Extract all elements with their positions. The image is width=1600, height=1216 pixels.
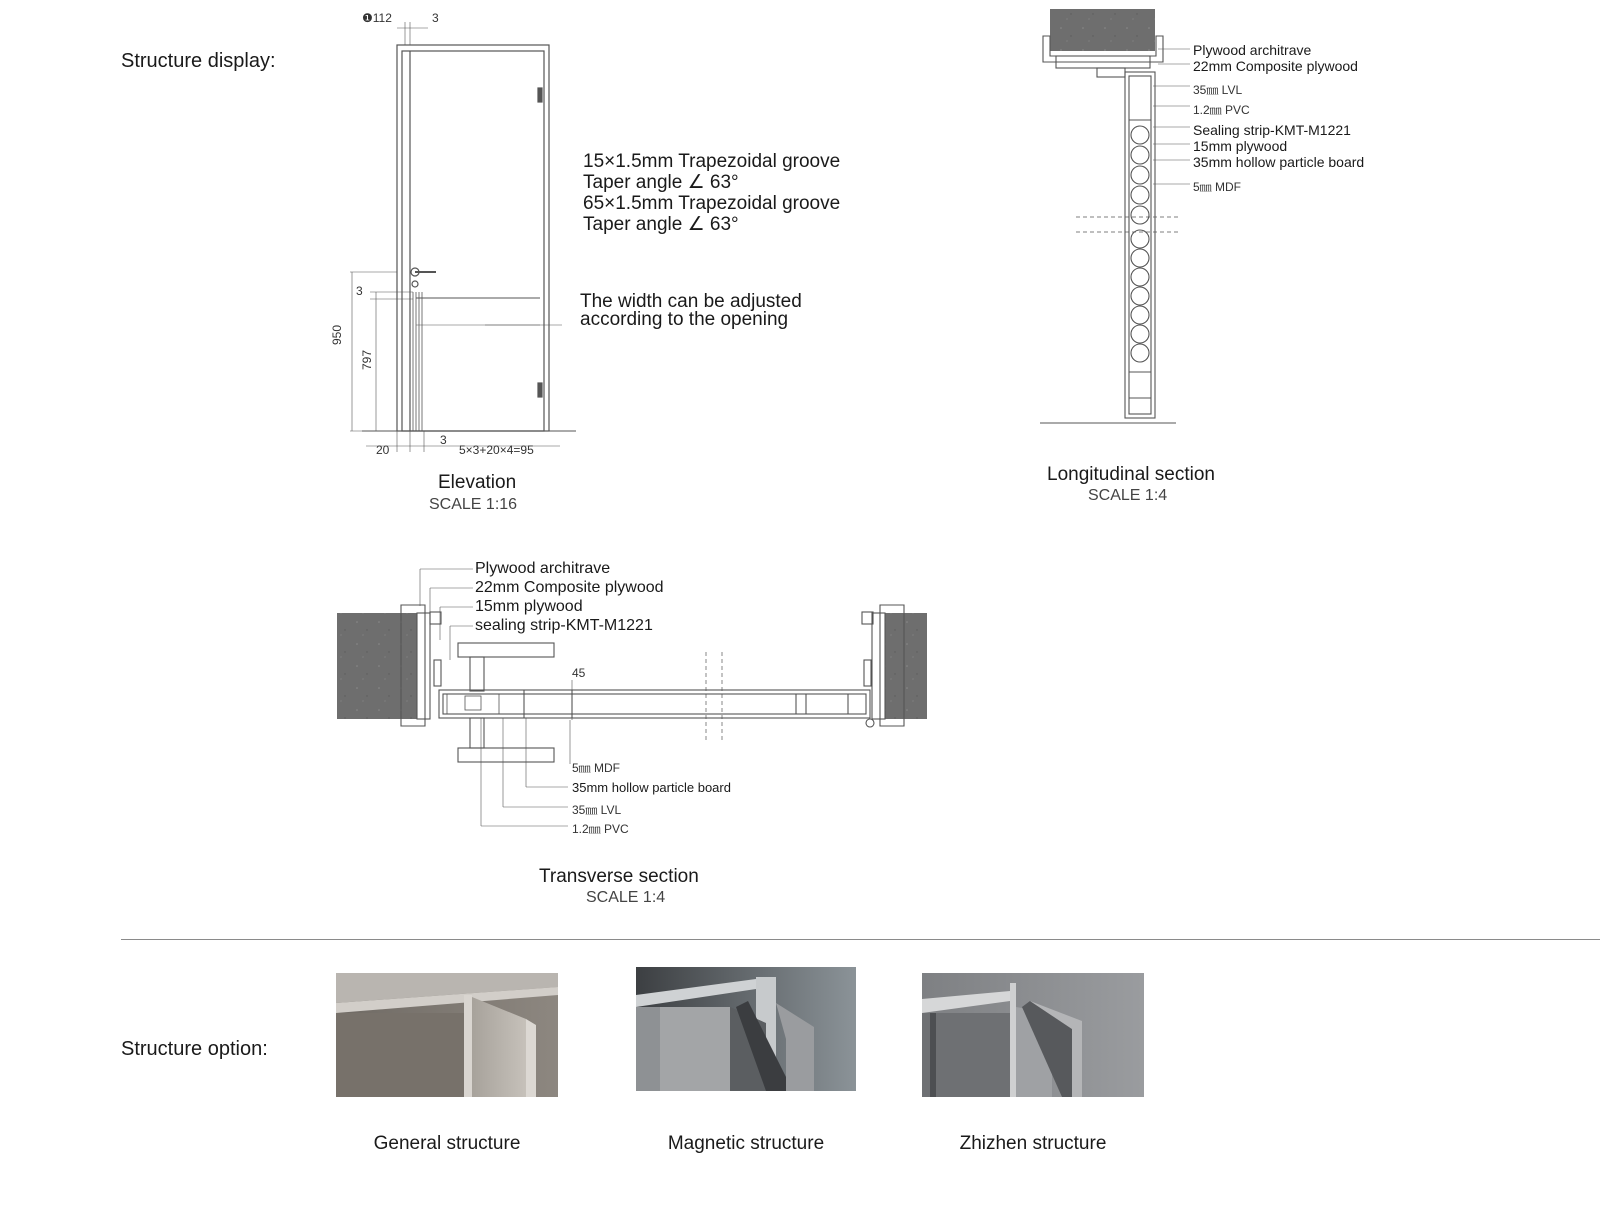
section-divider [121, 939, 1600, 940]
longitudinal-title: Longitudinal section [1047, 464, 1215, 485]
transverse-title: Transverse section [539, 866, 699, 887]
trans-dim-45: 45 [572, 666, 586, 680]
long-label-architrave: Plywood architrave [1193, 42, 1312, 58]
long-label-particle-board: 35mm hollow particle board [1193, 154, 1365, 170]
long-label-mdf: 5㎜ MDF [1193, 180, 1242, 194]
trans-label-pvc: 1.2㎜ PVC [572, 822, 629, 836]
width-note-2: according to the opening [580, 309, 789, 330]
elevation-scale: SCALE 1:16 [429, 496, 518, 513]
structure-option-label: Structure option: [121, 1038, 268, 1060]
option-zhizhen-image[interactable] [922, 973, 1144, 1097]
elevation-dim-formula: 5×3+20×4=95 [459, 443, 534, 457]
option-general-label: General structure [373, 1133, 521, 1154]
long-label-lvl: 35㎜ LVL [1193, 83, 1243, 97]
elevation-dim-797: 797 [360, 349, 374, 370]
groove-note-1: 15×1.5mm Trapezoidal groove [583, 151, 841, 172]
trans-label-mdf: 5㎜ MDF [572, 761, 621, 775]
groove-note-2: Taper angle ∠ 63° [583, 172, 739, 193]
longitudinal-scale: SCALE 1:4 [1088, 487, 1168, 504]
trans-label-sealing-strip: sealing strip-KMT-M1221 [475, 617, 653, 634]
elevation-title: Elevation [438, 472, 517, 493]
option-magnetic-label: Magnetic structure [667, 1133, 825, 1154]
option-general-image[interactable] [336, 973, 558, 1097]
elevation-dim-950: 950 [330, 324, 344, 345]
transverse-scale: SCALE 1:4 [586, 889, 666, 906]
long-label-composite-plywood: 22mm Composite plywood [1193, 58, 1358, 74]
option-zhizhen-label: Zhizhen structure [959, 1133, 1107, 1154]
structure-display-label: Structure display: [121, 50, 276, 72]
long-label-plywood: 15mm plywood [1193, 138, 1288, 154]
groove-note-3: 65×1.5mm Trapezoidal groove [583, 193, 841, 214]
groove-note-4: Taper angle ∠ 63° [583, 214, 739, 235]
long-label-sealing-strip: Sealing strip-KMT-M1221 [1193, 122, 1351, 138]
elevation-dim-20: 20 [376, 443, 390, 457]
width-note-1: The width can be adjusted [580, 291, 802, 312]
trans-label-lvl: 35㎜ LVL [572, 803, 622, 817]
elevation-dim-top-right: 3 [432, 11, 439, 25]
elevation-dim-3-bottom: 3 [440, 433, 447, 447]
trans-label-composite-plywood: 22mm Composite plywood [475, 579, 664, 596]
elevation-dim-3-left: 3 [356, 284, 363, 298]
elevation-dim-top-left: ❶112 [362, 11, 392, 25]
trans-label-plywood: 15mm plywood [475, 598, 583, 615]
long-label-pvc: 1.2㎜ PVC [1193, 103, 1250, 117]
trans-label-particle-board: 35mm hollow particle board [572, 780, 731, 795]
trans-label-architrave: Plywood architrave [475, 560, 611, 577]
option-magnetic-image[interactable] [636, 967, 856, 1091]
